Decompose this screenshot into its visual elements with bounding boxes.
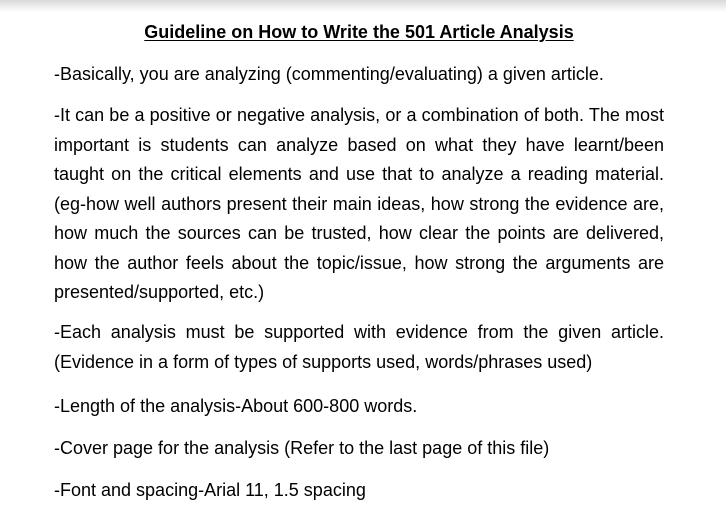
paragraph-analysis-type: -It can be a positive or negative analysis, or a combination of both. The most important is students can analyze based on what they have learnt/been taught on the critical elements and use that to analyze a reading material. (eg-how well authors present their main ideas, how strong the evidence are, how much the sources can be trusted, how clear the points are delivered, how the author feels about the topic/issue, how strong the arguments are presented/supported, etc.) bbox=[54, 105, 664, 302]
paragraph-font-spacing: -Font and spacing-Arial 11, 1.5 spacing bbox=[54, 480, 366, 500]
paragraph-length: -Length of the analysis-About 600-800 words. bbox=[54, 396, 418, 416]
paragraph-evidence: -Each analysis must be supported with evidence from the given article. (Evidence in a form of types of supports used, words/phrases used) bbox=[54, 322, 664, 372]
document-title: Guideline on How to Write the 501 Article Analysis bbox=[144, 22, 574, 42]
paragraph-cover-page: -Cover page for the analysis (Refer to the last page of this file) bbox=[54, 438, 550, 458]
paragraph-analyzing: -Basically, you are analyzing (commenting/evaluating) a given article. bbox=[54, 64, 604, 84]
